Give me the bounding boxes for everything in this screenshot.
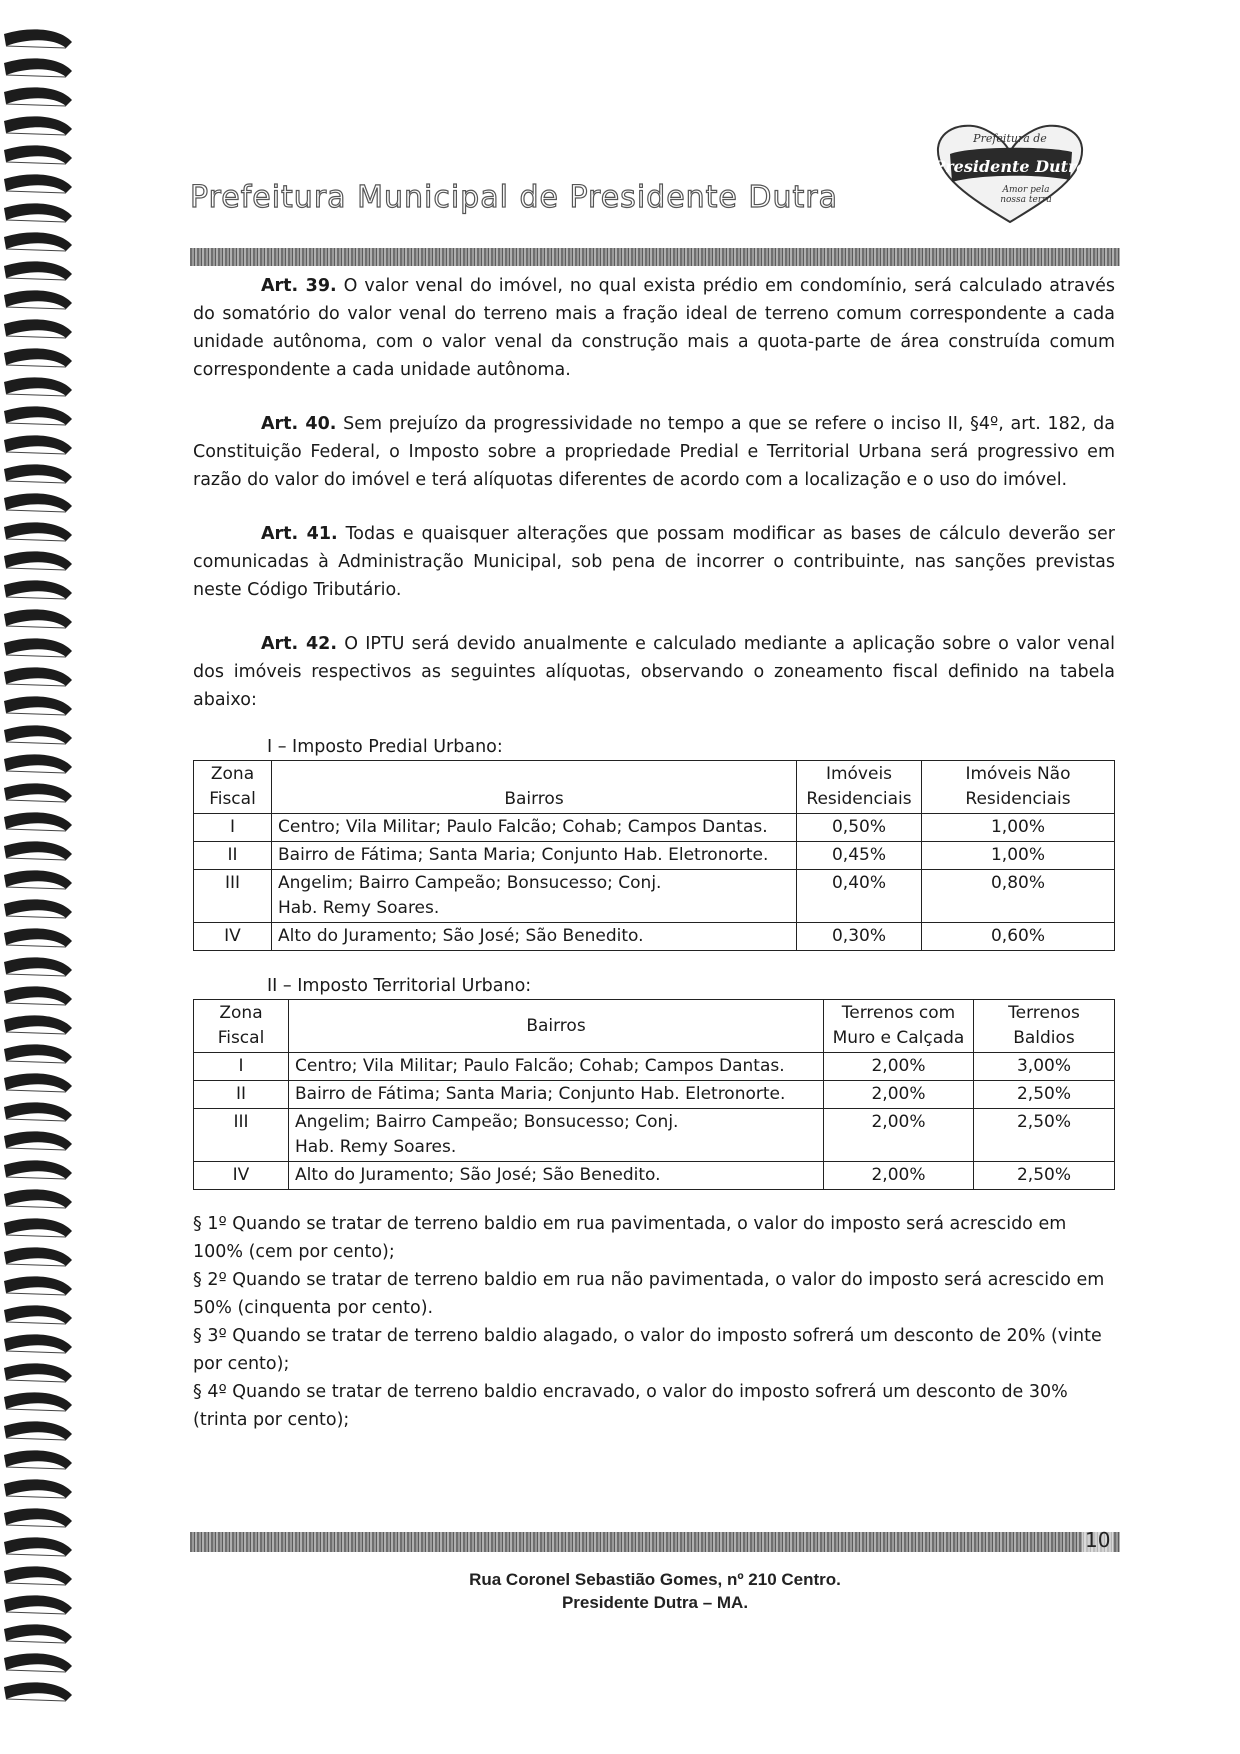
table2-label: II – Imposto Territorial Urbano: — [267, 976, 532, 996]
page-number: 10 — [1082, 1528, 1113, 1552]
document-body — [193, 272, 1115, 1434]
paragraph-3: § 3º Quando se tratar de terreno baldio alagado, o valor do imposto sofrerá um desconto de 20% (vinte por cento); — [193, 1326, 1102, 1374]
article-39: Art. 39. O valor venal do imóvel, no qual exista prédio em condomínio, será calculado através do somatório do valor venal do terreno mais a fração ideal de terreno comum correspondente a cada unidade autônoma, com o valor venal da construção mais a quota-parte de área construída comum correspondente a cada unidade autônoma. — [193, 276, 1115, 380]
article-42: Art. 42. O IPTU será devido anualmente e calculado mediante a aplicação sobre o valor venal dos imóveis respectivos as seguintes alíquotas, observando o zoneamento fiscal definido na tabela abaixo: — [193, 634, 1115, 710]
table-row: II Bairro de Fátima; Santa Maria; Conjunto Hab. Eletronorte. 0,45% 1,00% — [194, 842, 1115, 870]
table1-label: I – Imposto Predial Urbano: — [267, 737, 503, 757]
col-header-nao-residenciais: Imóveis Não Residenciais — [922, 761, 1115, 814]
svg-text:Presidente Dutra: Presidente Dutra — [933, 157, 1087, 176]
col-header-bairros: Bairros — [289, 1000, 824, 1053]
table-header-row — [194, 1000, 1115, 1053]
col-header-residenciais: Imóveis Residenciais — [797, 761, 922, 814]
svg-text:Amor pela: Amor pela — [1002, 185, 1050, 195]
col-header-zona: Zona Fiscal — [194, 1000, 289, 1053]
paragraph-4: § 4º Quando se tratar de terreno baldio encravado, o valor do imposto sofrerá um desconto de 30% (trinta por cento); — [193, 1382, 1068, 1430]
col-header-bairros: Bairros — [272, 761, 797, 814]
footer-line-2: Presidente Dutra – MA. — [561, 1593, 749, 1612]
table-row: III Angelim; Bairro Campeão; Bonsucesso; Conj. Hab. Remy Soares. 0,40% 0,80% — [194, 870, 1115, 923]
header-rule — [190, 248, 1120, 266]
table-row: I Centro; Vila Militar; Paulo Falcão; Cohab; Campos Dantas. 2,00% 3,00% — [194, 1053, 1115, 1081]
table-predial-urbano — [193, 760, 1115, 951]
footer-rule — [190, 1532, 1120, 1552]
table-header-row — [194, 761, 1115, 814]
municipality-logo — [930, 118, 1090, 228]
table-territorial-urbano — [193, 999, 1115, 1190]
table-row: IV Alto do Juramento; São José; São Benedito. 2,00% 2,50% — [194, 1162, 1115, 1190]
footer-line-1: Rua Coronel Sebastião Gomes, nº 210 Centro. — [469, 1570, 841, 1589]
footer-address — [190, 1568, 1120, 1614]
table-row: II Bairro de Fátima; Santa Maria; Conjunto Hab. Eletronorte. 2,00% 2,50% — [194, 1081, 1115, 1109]
svg-text:nossa terra: nossa terra — [1000, 195, 1052, 205]
table-row: III Angelim; Bairro Campeão; Bonsucesso; Conj. Hab. Remy Soares. 2,00% 2,50% — [194, 1109, 1115, 1162]
col-header-baldios: Terrenos Baldios — [974, 1000, 1115, 1053]
col-header-zona: Zona Fiscal — [194, 761, 272, 814]
paragraph-2: § 2º Quando se tratar de terreno baldio em rua não pavimentada, o valor do imposto será acrescido em 50% (cinquenta por cento). — [193, 1270, 1105, 1318]
spiral-binding — [0, 28, 80, 1728]
paragraph-1: § 1º Quando se tratar de terreno baldio em rua pavimentada, o valor do imposto será acrescido em 100% (cem por cento); — [193, 1214, 1067, 1262]
table-row: IV Alto do Juramento; São José; São Benedito. 0,30% 0,60% — [194, 923, 1115, 951]
table-row: I Centro; Vila Militar; Paulo Falcão; Cohab; Campos Dantas. 0,50% 1,00% — [194, 814, 1115, 842]
col-header-muro-calcada: Terrenos com Muro e Calçada — [824, 1000, 974, 1053]
article-40: Art. 40. Sem prejuízo da progressividade no tempo a que se refere o inciso II, §4º, art. 182, da Constituição Federal, o Imposto sobre a propriedade Predial e Territorial Urbana será progressivo em razão do valor do imóvel e terá alíquotas diferentes de acordo com a localização e o uso do imóvel. — [193, 414, 1116, 490]
svg-text:Prefeitura de: Prefeitura de — [973, 132, 1047, 145]
article-41: Art. 41. Todas e quaisquer alterações que possam modificar as bases de cálculo deverão ser comunicadas à Administração Municipal, sob pena de incorrer o contribuinte, nas sanções previstas neste Código Tributário. — [193, 524, 1115, 600]
header-title: Prefeitura Municipal de Presidente Dutra — [190, 180, 839, 215]
